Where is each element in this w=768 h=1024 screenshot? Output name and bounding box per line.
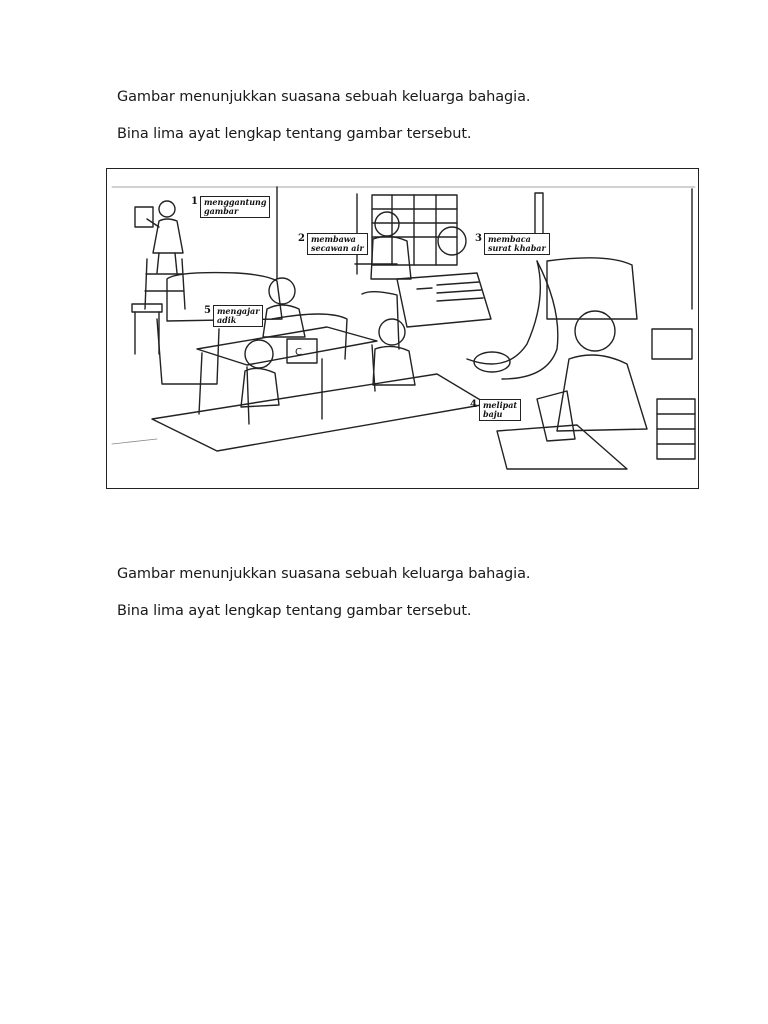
label-1: 1 menggantung gambar — [191, 196, 270, 218]
family-illustration — [106, 168, 699, 489]
label-4: 4 melipat baju — [470, 399, 521, 421]
label-5: 5 mengajar adik — [204, 305, 263, 327]
instruction-top-2: Bina lima ayat lengkap tentang gambar tersebut. — [117, 126, 472, 142]
instruction-top-1: Gambar menunjukkan suasana sebuah keluarga bahagia. — [117, 89, 531, 105]
instruction-bottom-2: Bina lima ayat lengkap tentang gambar tersebut. — [117, 603, 472, 619]
instruction-bottom-1: Gambar menunjukkan suasana sebuah keluarga bahagia. — [117, 566, 531, 582]
card-letter: C — [295, 347, 302, 358]
label-3: 3 membaca surat khabar — [475, 233, 550, 255]
label-2: 2 membawa secawan air — [298, 233, 368, 255]
